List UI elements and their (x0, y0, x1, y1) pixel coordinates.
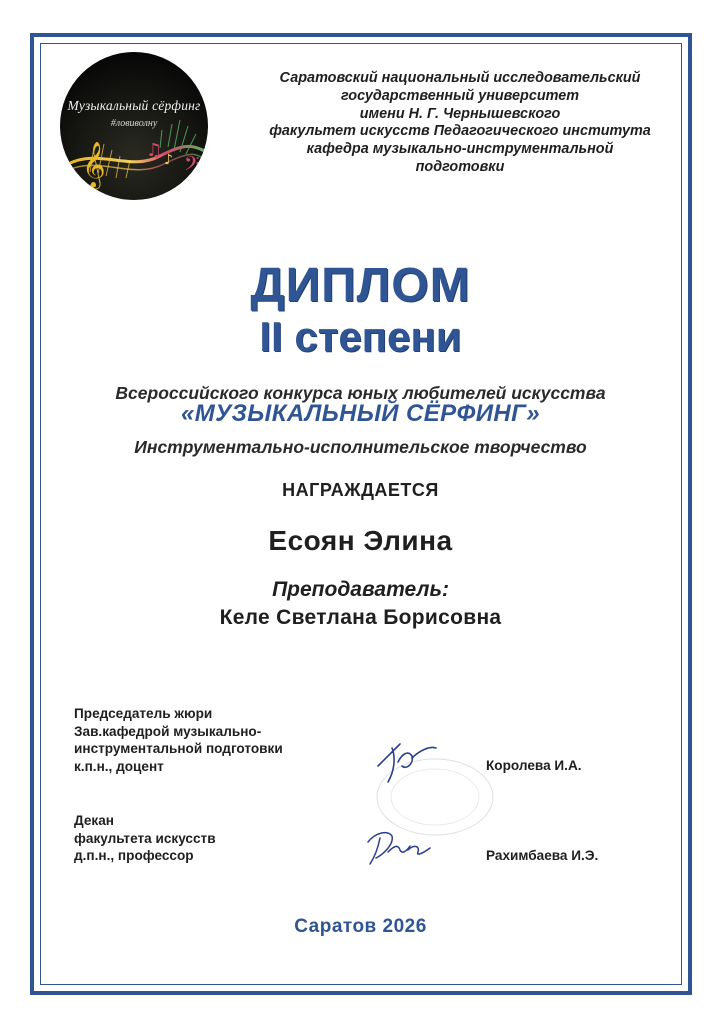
logo-hashtag: #ловиволну (110, 118, 158, 129)
university-line: государственный университет (340, 87, 580, 104)
position-line: инструментальной подготовки (74, 741, 283, 756)
footer-city-year: Саратов 2026 (294, 916, 427, 937)
position-line: Декан (74, 813, 114, 828)
position-line: к.п.н., доцент (74, 758, 164, 774)
position-line: факультета искусств (74, 830, 216, 846)
dean-position (74, 812, 216, 865)
svg-text:♫: ♫ (146, 140, 163, 161)
svg-text:𝄞: 𝄞 (82, 142, 106, 188)
teacher-name: Келе Светлана Борисовна (219, 606, 502, 629)
signature-koroleva (372, 736, 442, 788)
position-line: Зав.кафедрой музыкально- (74, 723, 262, 739)
award-label: НАГРАЖДАЕТСЯ (282, 480, 439, 500)
university-line: кафедра музыкально-инструментальной (306, 141, 614, 158)
jury-chair-name: Королева И.А. (486, 758, 582, 773)
svg-text:𝄢: 𝄢 (184, 152, 200, 180)
diploma-title: ДИПЛОМ (250, 259, 471, 312)
logo-caption: Музыкальный сёрфинг (67, 98, 201, 113)
diploma-degree: II степени (259, 313, 462, 360)
dean-name: Рахимбаева И.Э. (486, 848, 599, 863)
teacher-label: Преподаватель: (272, 578, 449, 601)
svg-text:♪: ♪ (164, 152, 173, 168)
university-line: подготовки (415, 158, 505, 175)
university-line: факультет искусств Педагогического института (269, 123, 651, 140)
university-line: Саратовский национальный исследовательский (279, 70, 641, 86)
position-line: Председатель жюри (74, 706, 213, 721)
contest-name: «МУЗЫКАЛЬНЫЙ СЁРФИНГ» (181, 400, 540, 427)
university-line: имени Н. Г. Чернышевского (359, 105, 561, 122)
jury-chair-position (74, 705, 283, 775)
university-header (222, 70, 698, 177)
position-line: д.п.н., профессор (74, 848, 194, 863)
signature-rakhimbaeva (358, 822, 438, 872)
recipient-name: Есоян Элина (268, 525, 453, 556)
contest-description: Всероссийского конкурса юных любителей искусства (115, 383, 606, 403)
contest-nomination: Инструментально-исполнительское творчество (134, 437, 587, 457)
contest-logo (60, 52, 208, 200)
